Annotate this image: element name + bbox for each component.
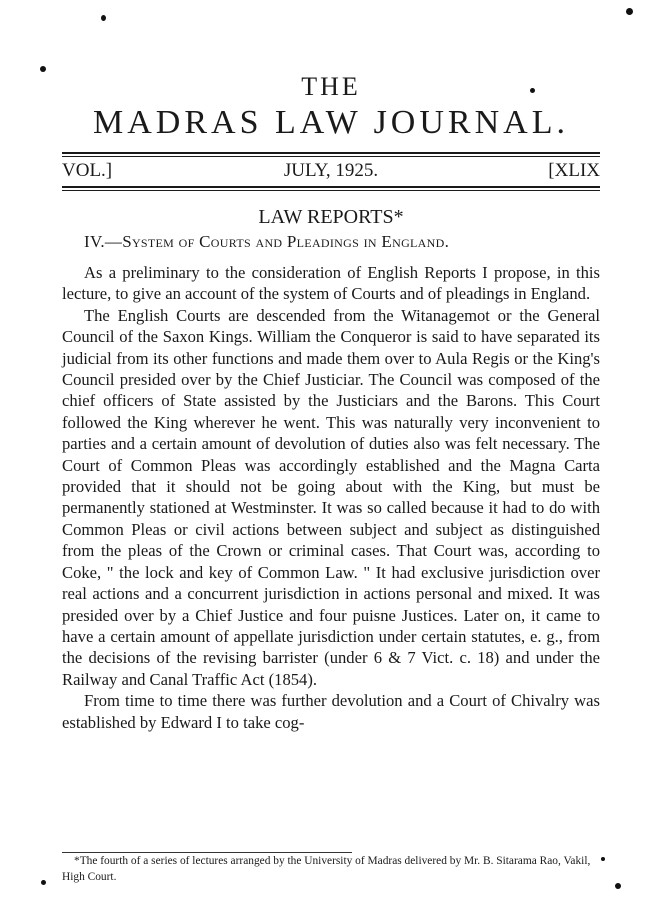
scan-speck [601, 857, 605, 861]
lecture-number: IV.— [84, 232, 123, 251]
scan-speck [626, 8, 633, 15]
article-body [62, 262, 600, 733]
journal-the: THE [301, 72, 361, 101]
lecture-title: System of Courts and Pleadings in England. [122, 232, 450, 251]
masthead-bottom-rule [62, 186, 600, 188]
volume-number: [XLIX [548, 160, 600, 181]
issue-date: JULY, 1925. [283, 160, 379, 181]
body-paragraph: From time to time there was further devolution and a Court of Chivalry was established by Edward I to take cog- [62, 691, 600, 732]
scan-speck [41, 880, 46, 885]
masthead-top-rule-thin [62, 156, 600, 157]
scan-speck [615, 883, 621, 889]
lecture-heading [84, 232, 449, 252]
volume-label: VOL.] [62, 160, 113, 181]
section-title: LAW REPORTS* [258, 206, 404, 228]
body-paragraph: The English Courts are descended from the Witanagemot or the General Council of the Saxon Kings. William the Conqueror is said to have separated its judicial from its other functions and made them over to Aula Regis or the King's Council presided over by the Chief Justiciar. The Council was composed of the chief officers of State assisted by the Justiciars and the Barons. This Court followed the King wherever he went. This was naturally very inconvenient to parties and a certain amount of devolution of duties also was felt necessary. The Court of Common Pleas was accordingly established and the Magna Carta provided that it should not be going about with the King, but must be permanently stationed at Westminster. It was so called because it had to do with Common Pleas or civil actions between subject and subject as distinguished from the pleas of the Crown or criminal cases. That Court was, according to Coke, " the lock and key of Common Law. " It had exclusive jurisdiction over real actions and a concurrent jurisdiction in actions personal and mixed. It was presided over by a Chief Justice and four puisne Justices. Later on, it came to have a certain amount of appellate jurisdiction under certain statutes, e. g., from the decisions of the revising barrister (under 6 & 7 Vict. c. 18) and under the Railway and Canal Traffic Act (1854). [62, 305, 600, 689]
body-paragraph: As a preliminary to the consideration of English Reports I propose, in this lecture, to give an account of the system of Courts and of pleadings in England. [62, 263, 600, 304]
scan-speck [101, 15, 106, 21]
masthead-bottom-rule-thin [62, 190, 600, 191]
footnote: *The fourth of a series of lectures arranged by the University of Madras delivered by Mr. B. Sitarama Rao, Vakil, High Court. [62, 855, 591, 883]
masthead-row [62, 160, 600, 188]
masthead-top-rule [62, 152, 600, 154]
journal-title: MADRAS LAW JOURNAL. [93, 104, 569, 141]
